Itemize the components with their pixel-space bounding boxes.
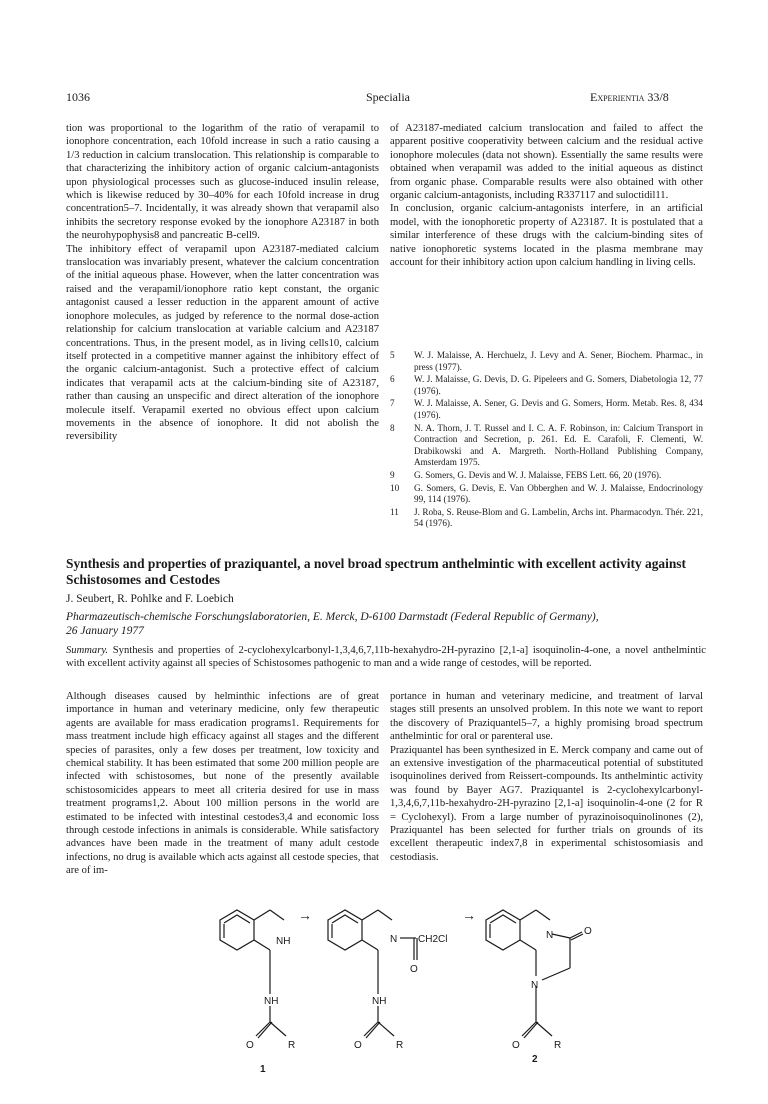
top-left-column (66, 122, 379, 444)
reference-item: 11 J. Roba, S. Reuse-Blom and G. Lambelin, Archs int. Pharmacodyn. Thér. 221, 54 (1976). (390, 506, 703, 529)
compound-1-structure (220, 910, 286, 1038)
paragraph: The inhibitory effect of verapamil upon A23187-mediated calcium translocation was invariably present, whatever the calcium concentration of the initial aqueous phase. However, when the latter concentration was raised and the verapamil/ionophore ratio kept constant, the organic antagonist caused a lesser reduction in the apparent amount of active ionophore molecules, as judged by reference to the normal dose-action relationship for calcium translocation at variable calcium and A23187 concentrations. Thus, in the present model, as in living cells10, calcium itself protected in a competitive manner against the inhibitory effect of the organic calcium-antagonist. Such a protective effect of calcium indicates that verapamil acts at the calcium-binding site of A23187, rather than causing an unspecific and direct alteration of the ionophore molecule itself. Verapamil exerted no obvious effect upon calcium movements in the absence of ionophore. It did not abolish the reversibility (66, 243, 379, 443)
summary-label: Summary. (66, 645, 109, 656)
compound-2-label: 2 (532, 1054, 538, 1065)
reference-item: 8 N. A. Thorn, J. T. Russel and I. C. A. F. Robinson, in: Calcium Transport in Contraction and Secretion, p. 261. Ed. E. Carafoli, F. Clementi, W. Drabikowski and A. Margreth. North-Holland Publishing Company, Amsterdam 1975. (390, 422, 703, 468)
reference-item: 7 W. J. Malaisse, A. Sener, G. Devis and G. Somers, Horm. Metab. Res. 8, 434 (1976). (390, 398, 703, 420)
reference-item: 10 G. Somers, G. Devis, E. Van Obberghen and W. J. Malaisse, Endocrinology 99, 114 (1976). (390, 482, 703, 505)
nh-side-label: NH (264, 996, 279, 1007)
n-ring-label: N (531, 980, 539, 991)
bottom-left-column (66, 690, 379, 878)
r-label: R (554, 1040, 562, 1051)
reference-list (390, 350, 703, 531)
oxygen-label: O (246, 1040, 254, 1051)
compound-1-label: 1 (260, 1064, 266, 1075)
oxygen-label: O (584, 926, 592, 937)
r-label: R (396, 1040, 404, 1051)
top-right-column (390, 122, 703, 269)
journal-name: Specialia (366, 90, 410, 104)
paragraph: portance in human and veterinary medicine, and treatment of larval stages still presents an unsolved problem. In this note we want to report the discovery of Praziquantel5–7, a highly promising broad spectrum anthelmintic for oral or parenteral use. (390, 691, 703, 743)
paragraph: Although diseases caused by helminthic infections are of great importance in human and veterinary medicine, only few therapeutic agents are available for mass eradication programs1. Requirements for mass treatment include high efficacy against all stages and the different species of parasites, only a few doses per treatment, low toxicity and chemical stability. It has been estimated that some 200 million people are infected with schistosomes, but none of the presently available schistosomicides appears to meet all criteria desired for use in mass treatment programs1,2. About 100 million persons in the world are estimated to be infected with intestinal cestodes3,4 and economic loss through cestode infections in animals is considerable. While satisfactory advances have been made in the treatment of many adult cestode infections, no drug is available which acts against all cestode species, that are of im- (66, 691, 379, 877)
summary-text: Synthesis and properties of 2-cyclohexylcarbonyl-1,3,4,6,7,11b-hexahydro-2H-pyrazino [2,1-a] isoquinolin-4-one, a novel anthelmintic with excellent activity against all species of Schistosomes pathogenic to man and a wide range of cestodes, will be reported. (66, 645, 706, 669)
date: 26 January 1977 (66, 625, 144, 637)
nh-side-label: NH (372, 996, 387, 1007)
compound-2-structure (486, 910, 583, 1038)
reference-item: 6 W. J. Malaisse, G. Devis, D. G. Pipeleers and G. Somers, Diabetologia 12, 77 (1976). (390, 374, 703, 396)
page-number: 1036 (66, 90, 90, 104)
bottom-right-column (390, 690, 703, 864)
reference-item: 9 G. Somers, G. Devis and W. J. Malaisse, FEBS Lett. 66, 20 (1976). (390, 469, 662, 480)
issue-label: Experientia 33/8 (590, 90, 669, 104)
oxygen-label: O (354, 1040, 362, 1051)
n-ring-label: N (390, 934, 398, 945)
paragraph: tion was proportional to the logarithm of the ratio of verapamil to ionophore concentration, each 10fold increase in such a ratio causing a 1/3 reduction in calcium translocation. This relationship is comparable to that characterizing the inhibitory action of organic calcium-antagonists upon physiological processes such as glucose-induced insulin release, which is likewise reduced by 30–40% for each 10fold increase in drug concentration5–7. Incidentally, it was already shown that verapamil also inhibits the secretory response evoked by the ionophore A23187 in both the neurohypophysis8 and pancreatic B-cell9. (66, 123, 379, 242)
reaction-scheme (180, 898, 600, 1080)
reaction-arrow-2: → (462, 907, 476, 923)
n-ring-label: N (546, 930, 554, 941)
reference-item: 5 W. J. Malaisse, A. Herchuelz, J. Levy and A. Sener, Biochem. Pharmac., in press (1977). (390, 350, 703, 372)
article-title: Synthesis and properties of praziquantel, a novel broad spectrum anthelmintic with excellent activity against Schistosomes and Cestodes (66, 556, 686, 587)
summary (66, 644, 706, 670)
authors: J. Seubert, R. Pohlke and F. Loebich (66, 593, 234, 605)
paragraph: of A23187-mediated calcium translocation and failed to affect the apparent positive cooperativity between calcium and the residual active ionophore molecules (data not shown). Essentially the same results were obtained when verapamil was added to the initial aqueous as distinct from organic phase. Comparable results were also obtained with other organic calcium-antagonists, including R337117 and suloctidil11. (390, 123, 703, 202)
intermediate-structure (328, 910, 417, 1038)
reaction-arrow-1: → (298, 907, 312, 923)
paragraph: In conclusion, organic calcium-antagonists interfere, in an artificial model, with the ionophoretic property of A23187. It is postulated that a similar interference of these drugs with the calcium-binding sites of native ionophoretic systems located in the plasma membrane may account for their inhibitory action upon calcium handling in living cells. (390, 203, 703, 269)
paragraph: Praziquantel has been synthesized in E. Merck company and came out of an extensive investigation of the pharmaceutical potential of substituted isoquinolines derived from Reissert-compounds. Its anthelmintic activity was found by Bayer AG7. Praziquantel is 2-cyclohexylcarbonyl-1,3,4,6,7,11b-hexahydro-2H-pyrazino [2,1-a] isoquinolin-4-one (2 for R = Cyclohexyl). From a large number of pyrazinoisoquinolinones (2), Praziquantel has been selected for further trials on grounds of its excellent therapeutic index7,8 in experimental schistosomiasis and cestodiasis. (390, 744, 703, 863)
ch2cl-label: CH2Cl (418, 934, 448, 945)
nh-ring-label: NH (276, 936, 291, 947)
affiliation: Pharmazeutisch-chemische Forschungslaboratorien, E. Merck, D-6100 Darmstadt (Federal Republic of Germany), 26 January 1977 (66, 611, 599, 637)
r-label: R (288, 1040, 296, 1051)
oxygen-label: O (410, 964, 418, 975)
oxygen-label: O (512, 1040, 520, 1051)
